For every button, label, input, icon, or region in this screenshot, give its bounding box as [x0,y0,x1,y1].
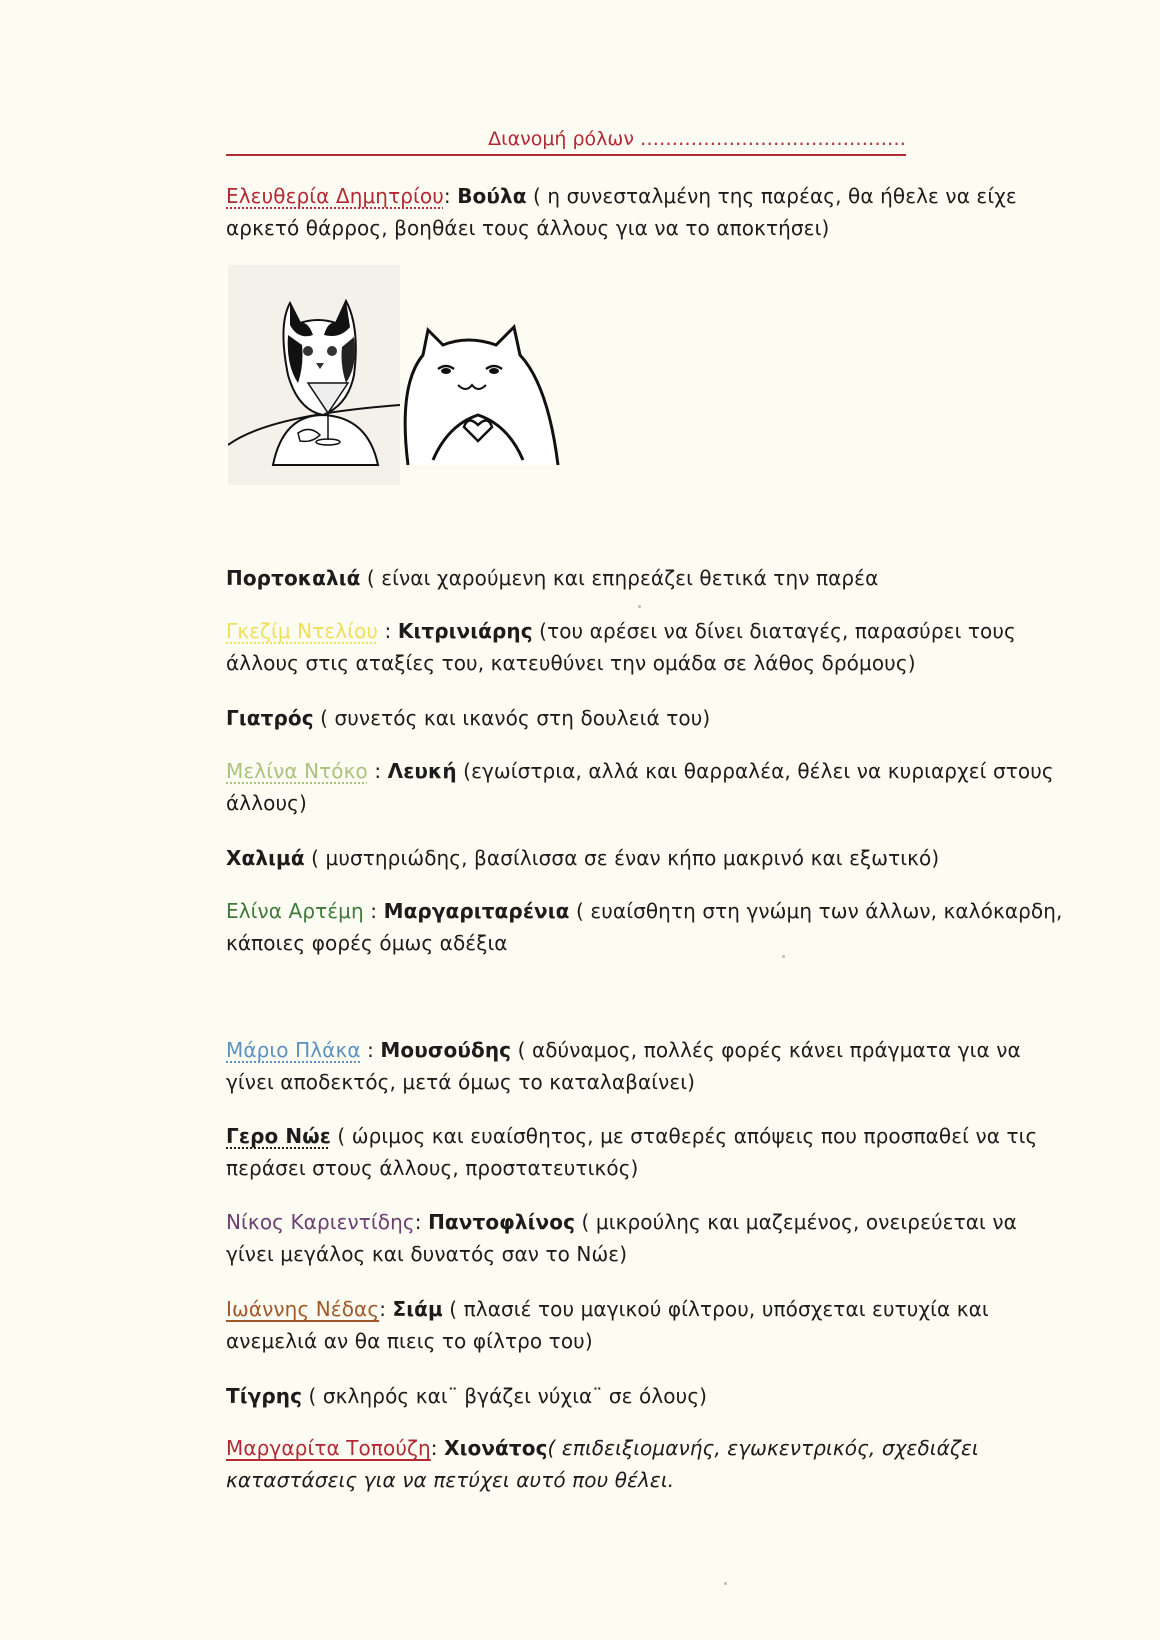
role-name: Μουσούδης [380,1038,512,1062]
role-description: ( επιδειξιομανής, εγωκεντρικός, σχεδιάζει καταστάσεις για να πετύχει αυτό που θέλει. [226,1436,979,1492]
illustrations [228,265,578,485]
role-entry [226,1432,1066,1496]
role-name: Βούλα [457,184,527,208]
role-entry [226,842,1066,874]
role-name: Χιονάτος [444,1436,548,1460]
student-name: Γκεζίμ Ντελίου [226,619,379,643]
role-description: ( είναι χαρούμενη και επηρεάζει θετικά την παρέα [360,566,879,590]
student-name: Ελίνα Αρτέμη [226,899,364,923]
role-description: (του αρέσει να δίνει διαταγές, παρασύρει τους άλλους στις αταξίες του, κατευθύνει την ομάδα σε λάθος δρόμους) [226,619,1016,675]
separator: : [360,1038,381,1062]
role-entry [226,615,1066,679]
role-name: Γιατρός [226,706,314,730]
student-name: Νίκος Καριεντίδης [226,1210,415,1234]
role-name: Χαλιμά [226,846,305,870]
student-name: Μάριο Πλάκα [226,1038,361,1062]
role-name: Τίγρης [226,1384,303,1408]
student-name: Ιωάννης Νέδας [226,1297,380,1321]
role-entry [226,702,1066,734]
scan-speck [638,605,641,608]
role-description: (εγωίστρια, αλλά και θαρραλέα, θέλει να κυριαρχεί στους άλλους) [226,759,1054,815]
role-name: Παντοφλίνος [428,1210,576,1234]
role-name: Γερο Νώε [226,1124,331,1148]
role-entry [226,1120,1066,1184]
separator: : [443,184,458,208]
role-entry [226,1034,1066,1098]
role-entry [226,562,1066,594]
separator: : [379,1297,393,1321]
document-title [226,128,906,156]
role-entry [226,755,1066,819]
separator: : [378,619,398,643]
separator: : [363,899,384,923]
role-description: ( αδύναμος, πολλές φορές κάνει πράγματα για να γίνει αποδεκτός, μετά όμως το καταλαβαίνει) [226,1038,1021,1094]
student-name: Ελευθερία Δημητρίου [226,184,444,208]
role-name: Λευκή [387,759,457,783]
role-description: ( σκληρός και¨ βγάζει νύχια¨ σε όλους) [302,1384,708,1408]
cat-heart-hands-illustration [405,327,558,465]
separator: : [414,1210,429,1234]
role-name: Κιτρινιάρης [397,619,533,643]
student-name: Μελίνα Ντόκο [226,759,368,783]
role-entry [226,1293,1066,1357]
cat-martini-illustration [228,265,400,485]
role-description: ( πλασιέ του μαγικού φίλτρου, υπόσχεται ευτυχία και ανεμελιά αν θα πιεις το φίλτρο του) [226,1297,989,1353]
role-description: ( συνετός και ικανός στη δουλειά του) [313,706,711,730]
scan-speck [724,1582,727,1585]
role-description: ( μυστηριώδης, βασίλισσα σε έναν κήπο μακρινό και εξωτικό) [304,846,940,870]
role-name: Πορτοκαλιά [226,566,361,590]
separator: : [367,759,388,783]
role-name: Μαργαριταρένια [383,899,570,923]
role-description: ( μικρούλης και μαζεμένος, ονειρεύεται να γίνει μεγάλος και δυνατός σαν το Νώε) [226,1210,1017,1266]
separator: : [430,1436,445,1460]
student-name: Μαργαρίτα Τοπούζη [226,1436,431,1460]
role-description: ( η συνεσταλμένη της παρέας, θα ήθελε να είχε αρκετό θάρρος, βοηθάει τους άλλους για να το αποκτήσει) [226,184,1017,240]
role-entry [226,1206,1066,1270]
role-entry [226,180,1066,244]
scan-speck [782,955,785,958]
role-description: ( ευαίσθητη στη γνώμη των άλλων, καλόκαρδη, κάποιες φορές όμως αδέξια [226,899,1063,955]
role-description: ( ώριμος και ευαίσθητος, με σταθερές απόψεις που προσπαθεί να τις περάσει στους άλλους, προστατευτικός) [226,1124,1038,1180]
role-entry [226,1380,1066,1412]
role-entry [226,895,1066,959]
document-title-text: Διανομή ρόλων …………………………………… [488,128,906,150]
role-name: Σιάμ [392,1297,443,1321]
